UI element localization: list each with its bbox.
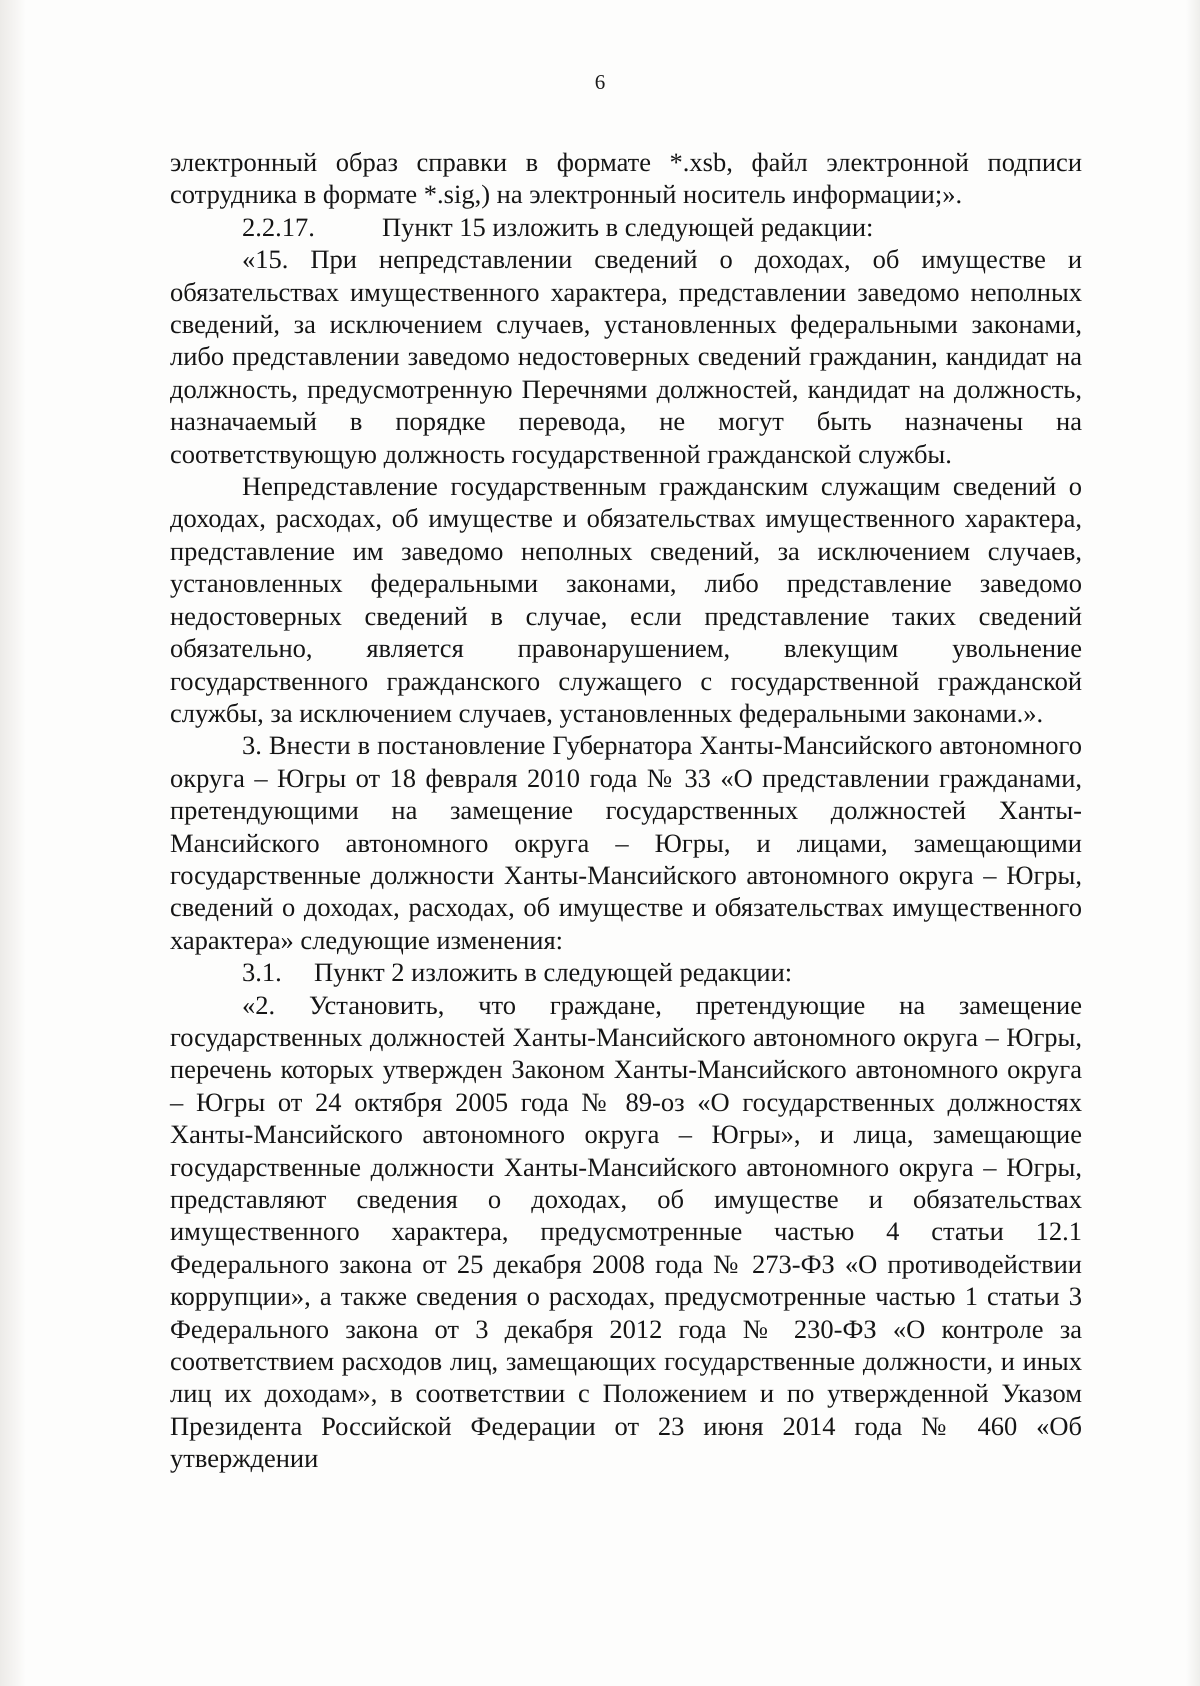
paragraph-item-3: 3. Внести в постановление Губернатора Ханты-Мансийского автономного округа – Югры от 18 февраля 2010 года № 33 «О представлении гражданами, претендующими на замещение государственных должностей Ханты-Мансийского автономного округа – Югры, и лицами, замещающими государственные должности Ханты-Мансийского автономного округа – Югры, сведений о доходах, расходах, об имуществе и обязательствах имущественного характера» следующие изменения: (170, 730, 1082, 955)
paragraph-continuation: электронный образ справки в формате *.xsb, файл электронной подписи сотрудника в формате *.sig,) на электронный носитель информации;». (170, 147, 1082, 210)
clause-number: 2.2.17. (242, 211, 315, 242)
paragraph-clause-2: «2. Установить, что граждане, претендующие на замещение государственных должностей Ханты-Мансийского автономного округа – Югры, перечень которых утвержден Законом Ханты-Мансийского автономного округа – Югры от 24 октября 2005 года № 89-оз «О государственных должностях Ханты-Мансийского автономного округа – Югры», и лица, замещающие государственные должности Ханты-Мансийского автономного округа – Югры, представляют сведения о доходах, об имуществе и обязательствах имущественного характера, предусмотренные частью 4 статьи 12.1 Федерального закона от 25 декабря 2008 года № 273-ФЗ «О противодействии коррупции», а также сведения о расходах, предусмотренные частью 1 статьи 3 Федерального закона от 3 декабря 2012 года № 230-ФЗ «О контроле за соответствием расходов лиц, замещающих государственные должности, и иных лиц их доходам», в соответствии с Положением и по утвержденной Указом Президента Российской Федерации от 23 июня 2014 года № 460 «Об утверждении (170, 989, 1082, 1474)
page-number: 6 (594, 70, 606, 94)
clause-number: 3.1. (242, 957, 282, 988)
document-body (170, 146, 1082, 1475)
clause-heading-text: Пункт 15 изложить в следующей редакции: (382, 211, 874, 242)
paragraph-nonsubmission: Непредставление государственным гражданским служащим сведений о доходах, расходах, об имуществе и обязательствах имущественного характера, представление им заведомо неполных сведений, за исключением случаев, установленных федеральными законами, либо представление заведомо недостоверных сведений в случае, если представление таких сведений обязательно, является правонарушением, влекущим увольнение государственного гражданского служащего с государственной гражданской службы, за исключением случаев, установленных федеральными законами.». (170, 471, 1082, 728)
paragraph-clause-15: «15. При непредставлении сведений о доходах, об имуществе и обязательствах имущественного характера, представлении заведомо неполных сведений, за исключением случаев, установленных федеральными законами, либо представлении заведомо недостоверных сведений гражданин, кандидат на должность, предусмотренную Перечнями должностей, кандидат на должность, назначаемый в порядке перевода, не могут быть назначены на соответствующую должность государственной гражданской службы. (170, 244, 1082, 469)
clause-heading-text: Пункт 2 изложить в следующей редакции: (314, 957, 793, 988)
scan-edge-left (0, 0, 26, 1686)
clause-heading-3-1 (170, 956, 1082, 988)
clause-heading-2-2-17 (170, 211, 1082, 243)
scan-edge-right (1186, 0, 1200, 1686)
